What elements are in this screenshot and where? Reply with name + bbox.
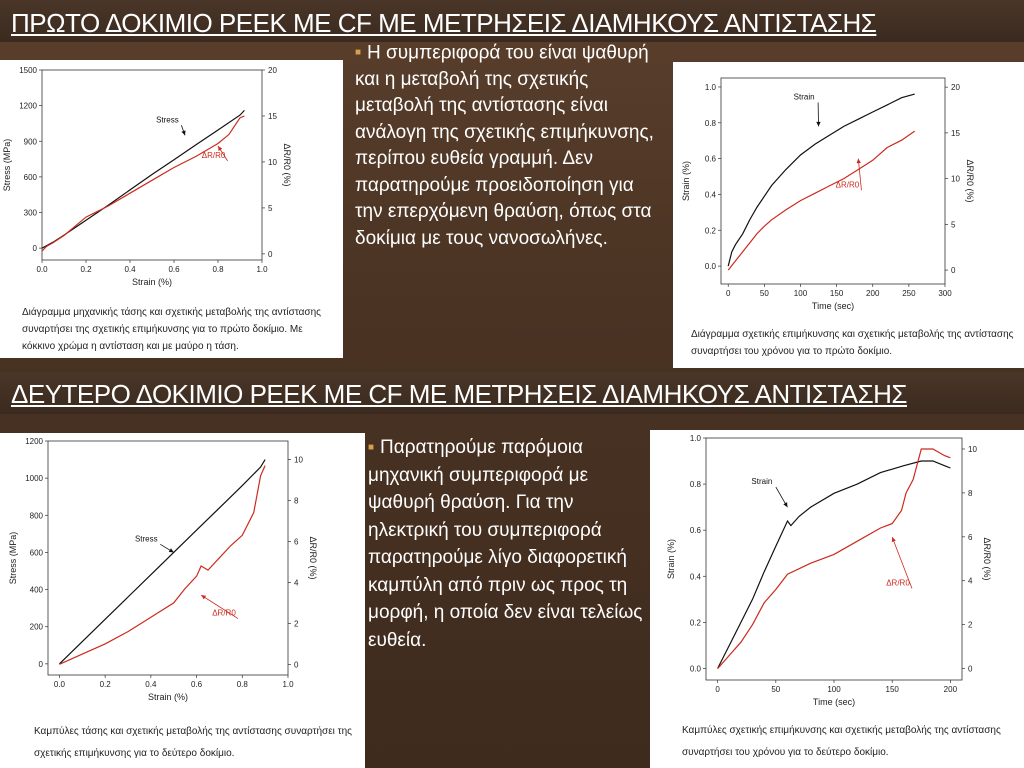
annotation-arrowhead <box>181 130 185 135</box>
x-tick-label: 0.4 <box>145 680 157 689</box>
chart1-panel <box>0 60 343 358</box>
annotation-arrowhead <box>816 122 820 127</box>
chart3-caption: Καμπύλες τάσης και σχετικής μεταβολής της αντίστασης συναρτήσει της σχετικής επιμήκυνσης για το δεύτερο δοκίμιο. <box>34 726 352 759</box>
y2-tick-label: 15 <box>268 111 277 121</box>
y2-axis-label: ΔR/R0 (%) <box>308 536 318 580</box>
y-tick-label: 0.6 <box>689 526 701 536</box>
section1-bullet-text: Η συμπεριφορά του είναι ψαθυρή και η μεταβολή της σχετικής μεταβολή της αντίστασης είναι ανάλογη της σχετικής επιμήκυνσης, περίπου ευθεία γραμμή. Δεν παρατηρούμε προειδοποίηση για την επερχόμενη θραύση, όπως στα δοκίμια με τους νανοσωλήνες. <box>355 42 654 249</box>
y2-tick-label: 20 <box>268 66 277 75</box>
y-tick-label: 0 <box>32 244 37 254</box>
annotation-label: ΔR/R0 <box>212 608 236 618</box>
y-tick-label: 1.0 <box>704 82 716 92</box>
x-tick-label: 0.8 <box>212 265 224 274</box>
y-tick-label: 600 <box>23 172 37 182</box>
y2-tick-label: 6 <box>294 537 299 547</box>
y2-tick-label: 10 <box>294 455 303 465</box>
chart1-caption: Διάγραμμα μηχανικής τάσης και σχετικής μεταβολής της αντίστασης συναρτήσει της σχετικής επιμήκυνσης για το πρώτο δοκίμιο. Με κόκκινο χρώμα η αντίσταση και με μαύρο η τάση. <box>22 307 321 352</box>
annotation-arrowhead <box>201 595 206 599</box>
x-tick-label: 1.0 <box>282 680 294 689</box>
y2-tick-label: 5 <box>268 203 273 213</box>
series-line-ΔR/R0 <box>728 131 915 270</box>
x-tick-label: 0.2 <box>99 680 111 689</box>
x-axis-label: Time (sec) <box>812 697 856 707</box>
series-line-Strain <box>718 461 951 669</box>
plot-frame <box>721 78 945 284</box>
y2-tick-label: 0 <box>294 660 299 670</box>
x-axis-label: Strain (%) <box>131 277 173 287</box>
section2-bullet <box>368 434 650 654</box>
y-tick-label: 0.0 <box>689 664 701 674</box>
chart2 <box>673 62 1024 317</box>
series-line-Stress <box>59 460 265 664</box>
y-tick-label: 800 <box>29 511 43 521</box>
series-line-ΔR/R0 <box>42 116 244 251</box>
x-tick-label: 0.2 <box>80 265 92 274</box>
chart3 <box>0 433 365 711</box>
x-tick-label: 0 <box>715 685 720 694</box>
y2-tick-label: 8 <box>294 496 299 506</box>
x-tick-label: 0.6 <box>191 680 203 689</box>
y-tick-label: 900 <box>23 137 37 147</box>
plot-frame <box>706 438 962 680</box>
y-tick-label: 1.0 <box>689 434 701 443</box>
y-tick-label: 0.8 <box>689 480 701 490</box>
x-tick-label: 0.0 <box>53 680 65 689</box>
x-tick-label: 100 <box>793 289 808 298</box>
y2-tick-label: 2 <box>294 619 299 629</box>
y-tick-label: 400 <box>29 585 43 595</box>
y-tick-label: 0.4 <box>704 190 716 200</box>
y-tick-label: 200 <box>29 622 43 632</box>
y-tick-label: 1200 <box>25 437 43 446</box>
y-tick-label: 600 <box>29 548 43 558</box>
y-axis-label: Stress (MPa) <box>8 531 18 585</box>
x-tick-label: 1.0 <box>256 265 268 274</box>
section2-title: ΔΕΥΤΕΡΟ ΔΟΚΙΜΙΟ PEEK ΜΕ CF ΜΕ ΜΕΤΡΗΣΕΙΣ ΔΙΑΜΗΚΟΥΣ ΑΝΤΙΣΤΑΣΗΣ <box>11 379 907 409</box>
y2-tick-label: 0 <box>268 249 273 259</box>
y-tick-label: 0.2 <box>704 226 716 236</box>
bullet-icon: ■ <box>355 47 362 58</box>
x-tick-label: 0.4 <box>124 265 136 274</box>
y-tick-label: 1200 <box>19 101 37 111</box>
annotation-label: Strain <box>751 477 773 487</box>
series-line-Stress <box>42 110 244 248</box>
y-axis-label: Stress (MPa) <box>2 138 12 192</box>
annotation-label: Stress <box>134 534 158 544</box>
x-tick-label: 200 <box>866 289 880 298</box>
y2-tick-label: 10 <box>268 157 277 167</box>
chart3-panel <box>0 433 365 768</box>
chart4 <box>650 430 1024 715</box>
x-axis-label: Strain (%) <box>147 692 189 702</box>
y-tick-label: 0.2 <box>689 618 701 628</box>
x-tick-label: 150 <box>829 289 844 298</box>
y-axis-label: Strain (%) <box>666 538 676 580</box>
y2-tick-label: 6 <box>968 532 973 542</box>
series-line-Strain <box>728 94 915 266</box>
y-tick-label: 0.4 <box>689 572 701 582</box>
x-tick-label: 50 <box>759 289 769 298</box>
y2-tick-label: 5 <box>951 220 956 230</box>
x-tick-label: 250 <box>902 289 916 298</box>
y2-tick-label: 8 <box>968 488 973 498</box>
y-tick-label: 300 <box>23 208 37 218</box>
y2-tick-label: 15 <box>951 128 960 138</box>
plot-frame <box>42 70 262 260</box>
y2-tick-label: 0 <box>951 266 956 276</box>
chart4-caption: Καμπύλες σχετικής επιμήκυνσης και σχετικής μεταβολής της αντίστασης συναρτήσει του χρόνου για το δεύτερο δοκίμιο. <box>682 725 1001 758</box>
y2-tick-label: 4 <box>294 578 299 588</box>
y-tick-label: 1000 <box>25 474 43 484</box>
y-tick-label: 0.0 <box>704 262 716 272</box>
y2-tick-label: 0 <box>968 664 973 674</box>
annotation-label: ΔR/R0 <box>201 150 226 160</box>
y2-tick-label: 20 <box>951 83 960 93</box>
chart2-caption: Διάγραμμα σχετικής επιμήκυνσης και σχετικής μεταβολής της αντίστασης συναρτήσει του χρόνου για το πρώτο δοκίμιο. <box>691 329 1014 357</box>
x-tick-label: 200 <box>943 685 958 694</box>
y2-tick-label: 10 <box>951 174 960 184</box>
y2-tick-label: 10 <box>968 444 977 454</box>
y2-axis-label: ΔR/R0 (%) <box>282 143 292 187</box>
x-tick-label: 0.0 <box>36 265 48 274</box>
section1-bullet <box>355 40 660 252</box>
y2-axis-label: ΔR/R0 (%) <box>982 537 992 581</box>
y-tick-label: 0 <box>38 659 43 669</box>
annotation-label: Stress <box>156 115 179 125</box>
x-tick-label: 0.6 <box>168 265 180 274</box>
y-axis-label: Strain (%) <box>681 160 691 202</box>
annotation-label: ΔR/R0 <box>886 578 910 588</box>
y-tick-label: 0.6 <box>704 154 716 164</box>
x-tick-label: 300 <box>938 289 952 298</box>
y2-tick-label: 2 <box>968 620 973 630</box>
bullet-icon: ■ <box>368 442 375 454</box>
y-tick-label: 0.8 <box>704 118 716 128</box>
x-tick-label: 0.8 <box>236 680 248 689</box>
section2-bullet-text: Παρατηρούμε παρόμοια μηχανική συμπεριφορά με ψαθυρή θραύση. Για την ηλεκτρική του συμπεριφορά παρατηρούμε λίγο διαφορετική καμπύλη από πριν ως προς τη μορφή, η οποία δεν είναι τελείως ευθεία. <box>368 437 643 651</box>
x-tick-label: 50 <box>771 685 781 694</box>
annotation-arrowhead <box>169 548 174 552</box>
chart2-panel <box>673 62 1024 368</box>
annotation-label: ΔR/R0 <box>835 180 860 190</box>
chart4-panel <box>650 430 1024 768</box>
x-tick-label: 100 <box>827 685 841 694</box>
x-tick-label: 150 <box>885 685 899 694</box>
section1-title: ΠΡΩΤΟ ΔΟΚΙΜΙΟ PEEK ΜΕ CF ΜΕ ΜΕΤΡΗΣΕΙΣ ΔΙΑΜΗΚΟΥΣ ΑΝΤΙΣΤΑΣΗΣ <box>11 8 877 38</box>
annotation-label: Strain <box>793 92 815 102</box>
y-tick-label: 1500 <box>19 66 37 75</box>
chart1 <box>0 60 343 300</box>
x-tick-label: 0 <box>725 289 731 298</box>
y2-axis-label: ΔR/R0 (%) <box>965 159 975 203</box>
x-axis-label: Time (sec) <box>811 301 855 311</box>
y2-tick-label: 4 <box>968 576 973 586</box>
